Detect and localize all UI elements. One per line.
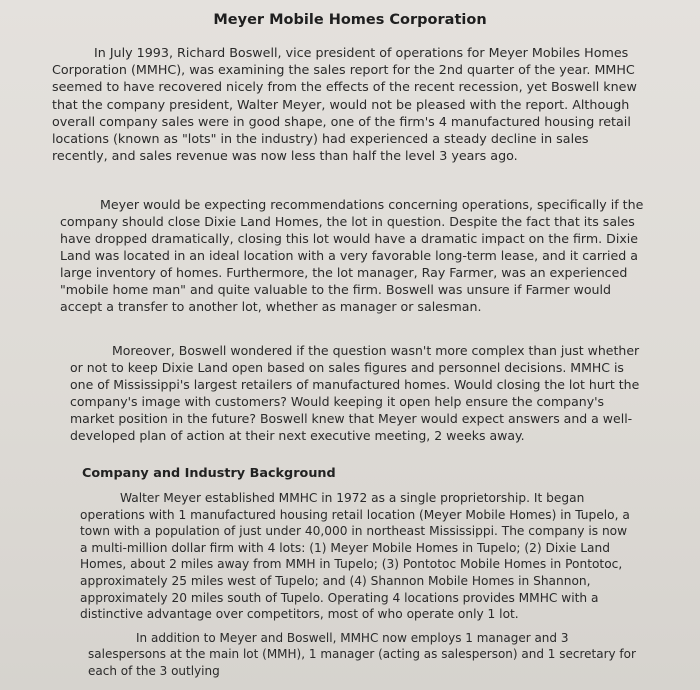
section-heading: Company and Industry Background [82,466,336,481]
paragraph-3: Moreover, Boswell wondered if the question wasn't more complex than just whether or not to keep Dixie Land open based on sales figures and personnel decisions. MMHC is one of Mississippi's largest retailers of manufactured homes. Would closing the lot hurt the company's image with customers? Would keeping it open help ensure the company's market position in the future? Boswell knew that Meyer would expect answers and a well-developed plan of action at their next executive meeting, 2 weeks away. [70,343,640,443]
paragraph-5: In addition to Meyer and Boswell, MMHC now employs 1 manager and 3 salespersons at the main lot (MMH), 1 manager (acting as salesperson) and 1 secretary for each of the 3 outlying [88,631,636,678]
paragraph-1: In July 1993, Richard Boswell, vice president of operations for Meyer Mobiles Homes Corporation (MMHC), was examining the sales report for the 2nd quarter of the year. MMHC seemed to have recovered nicely from the effects of the recent recession, yet Boswell knew that the company president, Walter Meyer, would not be pleased with the report. Although overall company sales were in good shape, one of the firm's 4 manufactured housing retail locations (known as "lots" in the industry) had experienced a steady decline in sales recently, and sales revenue was now less than half the level 3 years ago. [52,45,637,164]
paragraph-4: Walter Meyer established MMHC in 1972 as a single proprietorship. It began operations with 1 manufactured housing retail location (Meyer Mobile Homes) in Tupelo, a town with a population of just under 40,000 in northeast Mississippi. The company is now a multi-million dollar firm with 4 lots: (1) Meyer Mobile Homes in Tupelo; (2) Dixie Land Homes, about 2 miles away from MMH in Tupelo; (3) Pontotoc Mobile Homes in Pontotoc, approximately 25 miles west of Tupelo; and (4) Shannon Mobile Homes in Shannon, approximately 20 miles south of Tupelo. Operating 4 locations provides MMHC with a distinctive advantage over competitors, most of who operate only 1 lot. [80,491,630,622]
paragraph-2: Meyer would be expecting recommendations concerning operations, specifically if the company should close Dixie Land Homes, the lot in question. Despite the fact that its sales have dropped dramatically, closing this lot would have a dramatic impact on the firm. Dixie Land was located in an ideal location with a very favorable long-term lease, and it carried a large inventory of homes. Furthermore, the lot manager, Ray Farmer, was an experienced "mobile home man" and quite valuable to the firm. Boswell was unsure if Farmer would accept a transfer to another lot, whether as manager or salesman. [60,197,644,314]
document-title: Meyer Mobile Homes Corporation [213,12,487,28]
